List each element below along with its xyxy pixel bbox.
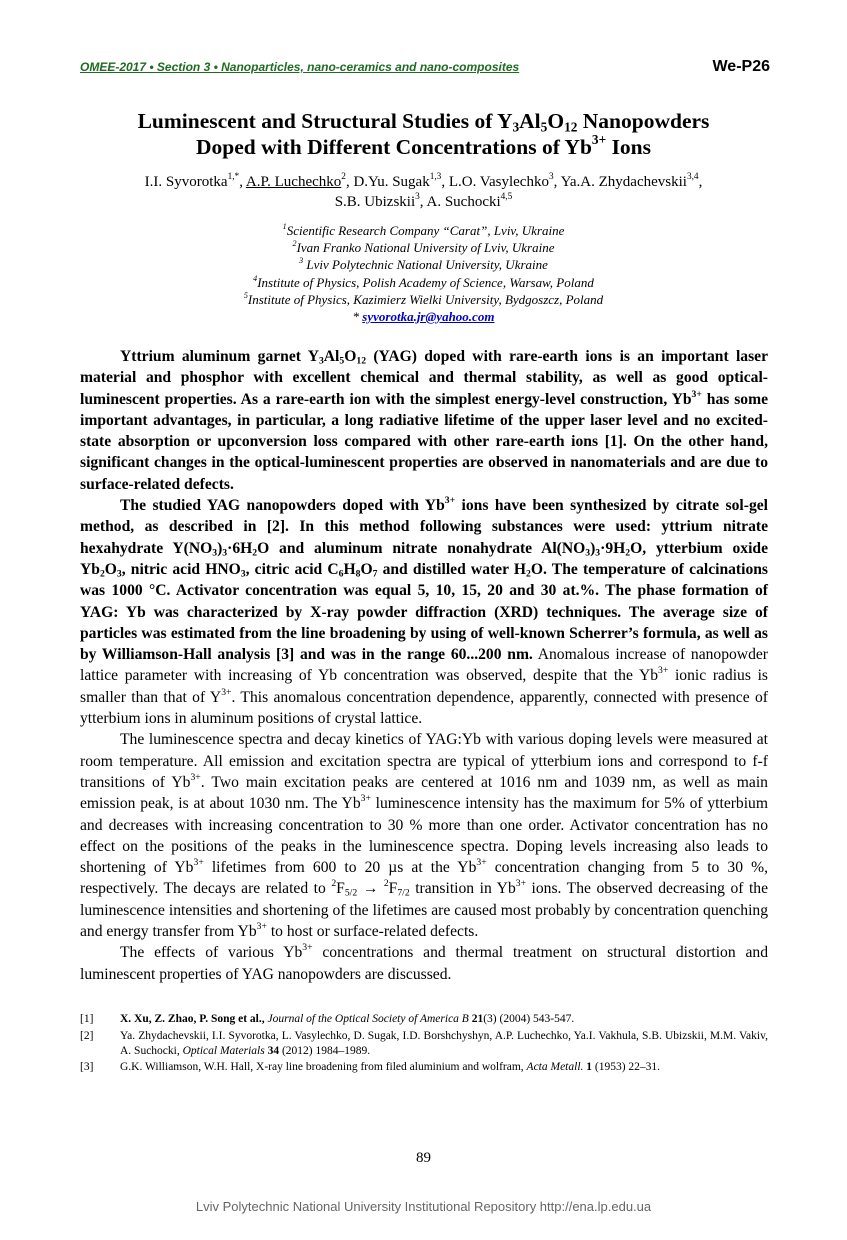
affiliation: $^1$Scientific Research Company “Carat”, Lviv, Ukraine [282,221,565,238]
affiliations [60,222,787,325]
reference-item: [1] X. Xu, Z. Zhao, P. Song et al., Journal of the Optical Society of America B 21(3) (2004) 543-547. [80,1013,575,1025]
paragraph: The luminescence spectra and decay kinetics of YAG:Yb with various doping levels were measured at room temperature. All emission and excitation spectra are typical of ytterbium ions and correspond to f-f transitions of $Yb^{3+}$. Two main excitation peaks are centered at 1016 nm and 1039 nm, as well as main emission peak, is at about 1030 nm. The $Yb^{3+}$ luminescence intensity has the maximum for 5% of ytterbium and decreases with increasing concentration to 30 % more than one order. Activator concentration has no effect on the positions of the peaks in the luminescence spectra. Doping levels increasing also leads to shortening of $Yb^{3+}$ lifetimes from 600 to 20 µs at the $Yb^{3+}$ concentration changing from 5 to 30 %, respectively. The decays are related to $^2F_{5/2} \to ^2F_{7/2}$ transition in $Yb^{3+}$ ions. The observed decreasing of the luminescence intensities and shortening of the lifetimes are caused most probably by concentration quenching and energy transfer from $Yb^{3+}$ to host or surface-related defects. [80,731,769,941]
author-list: I.I. Syvorotka$^{1,*}$, A.P. Luchechko$^2$, D.Yu. Sugak$^{1,3}$, L.O. Vasylechko$^3$, Ya.A. Zhydachevskii$^{3,4}$, S.B. Ubizskii$^3$, A. Suchocki$^{4,5}$ [144,172,703,210]
contact-email: * syvorotka.jr@yahoo.com [352,309,495,325]
page-number: 89 [416,1150,431,1166]
paragraph: Yttrium aluminum garnet $Y_3Al_5O_{12}$ (YAG) doped with rare-earth ions is an important laser material and phosphor with excellent chemical and thermal stability, as well as good optical-luminescent properties. As a rare-earth ion with the simplest energy-level construction, $Yb^{3+}$ has some important advantages, in particular, a long radiative lifetime of the upper laser level and no excited-state absorption or upconversion loss compared with other rare-earth ions [1]. On the other hand, significant changes in the optical-luminescent properties are observed in nanomaterials and are due to surface-related defects. [80,348,769,493]
affiliation: $^5$Institute of Physics, Kazimierz Wielki University, Bydgoszcz, Poland [243,290,604,307]
reference-item: [2] Ya. Zhydachevskii, I.I. Syvorotka, L. Vasylechko, D. Sugak, I.D. Borshchyshyn, A.P. Luchechko, Ya.I. Vakhula, S.B. Ubizskii, M.M. Vakiv, A. Suchocki, Optical Materials 34 (2012) 1984–1989. [80,1029,768,1057]
paragraph: The studied YAG nanopowders doped with $Yb^{3+}$ ions have been synthesized by citrate sol-gel method, as described in [2]. In this method following substances were used: yttrium nitrate hexahydrate $Y(NO_3)_3\cdot 6H_2O$ and aluminum nitrate nonahydrate $Al(NO_3)_3\cdot 9H_2O$, ytterbium oxide $Yb_2O_3$, nitric acid $HNO_3$, citric acid $C_6H_8O_7$ and distilled water $H_2O$. The temperature of calcinations was 1000 °C. Activator concentration was equal 5, 10, 15, 20 and 30 at.%. The phase formation of YAG: Yb was characterized by X-ray powder diffraction (XRD) techniques. The average size of particles was estimated from the line broadening by using of well-known Scherrer’s formula, as well as by Williamson-Hall analysis [3] and was in the range 60...200 nm. Anomalous increase of nanopowder lattice parameter with increasing of Yb concentration was observed, despite that the $Yb^{3+}$ ionic radius is smaller than that of $Y^{3+}$. This anomalous concentration dependence, apparently, connected with presence of ytterbium ions in aluminum positions of crystal lattice. [80,494,769,728]
repository-footer: Lviv Polytechnic National University Institutional Repository http://ena.lp.edu.ua [195,1199,652,1214]
affiliation: $^4$Institute of Physics, Polish Academy of Science, Warsaw, Poland [253,273,594,290]
paper-code: We-P26 [712,58,770,75]
paragraph: The effects of various $Yb^{3+}$ concentrations and thermal treatment on structural distortion and luminescent properties of YAG nanopowders are discussed. [80,942,769,983]
page-header [80,58,770,80]
conference-section-header: OMEE-2017 • Section 3 • Nanoparticles, nano-ceramics and nano-composites [80,60,520,74]
abstract-body [80,346,768,985]
references [80,1012,768,1077]
reference-item: [3] G.K. Williamson, W.H. Hall, X-ray line broadening from filed aluminium and wolfram, Acta Metall. 1 (1953) 22–31. [80,1061,661,1074]
email-link[interactable]: syvorotka.jr@yahoo.com [362,309,495,325]
affiliation: $^2$Ivan Franko National University of Lviv, Ukraine [292,239,555,256]
presenting-author: A.P. Luchechko [245,174,342,190]
affiliation: $^3$ Lviv Polytechnic National University, Ukraine [299,256,548,273]
paper-title: Luminescent and Structural Studies of $Y_3Al_5O_{12}$ Nanopowders Doped with Different Concentrations of $Yb^{3+}$ Ions [137,109,710,159]
